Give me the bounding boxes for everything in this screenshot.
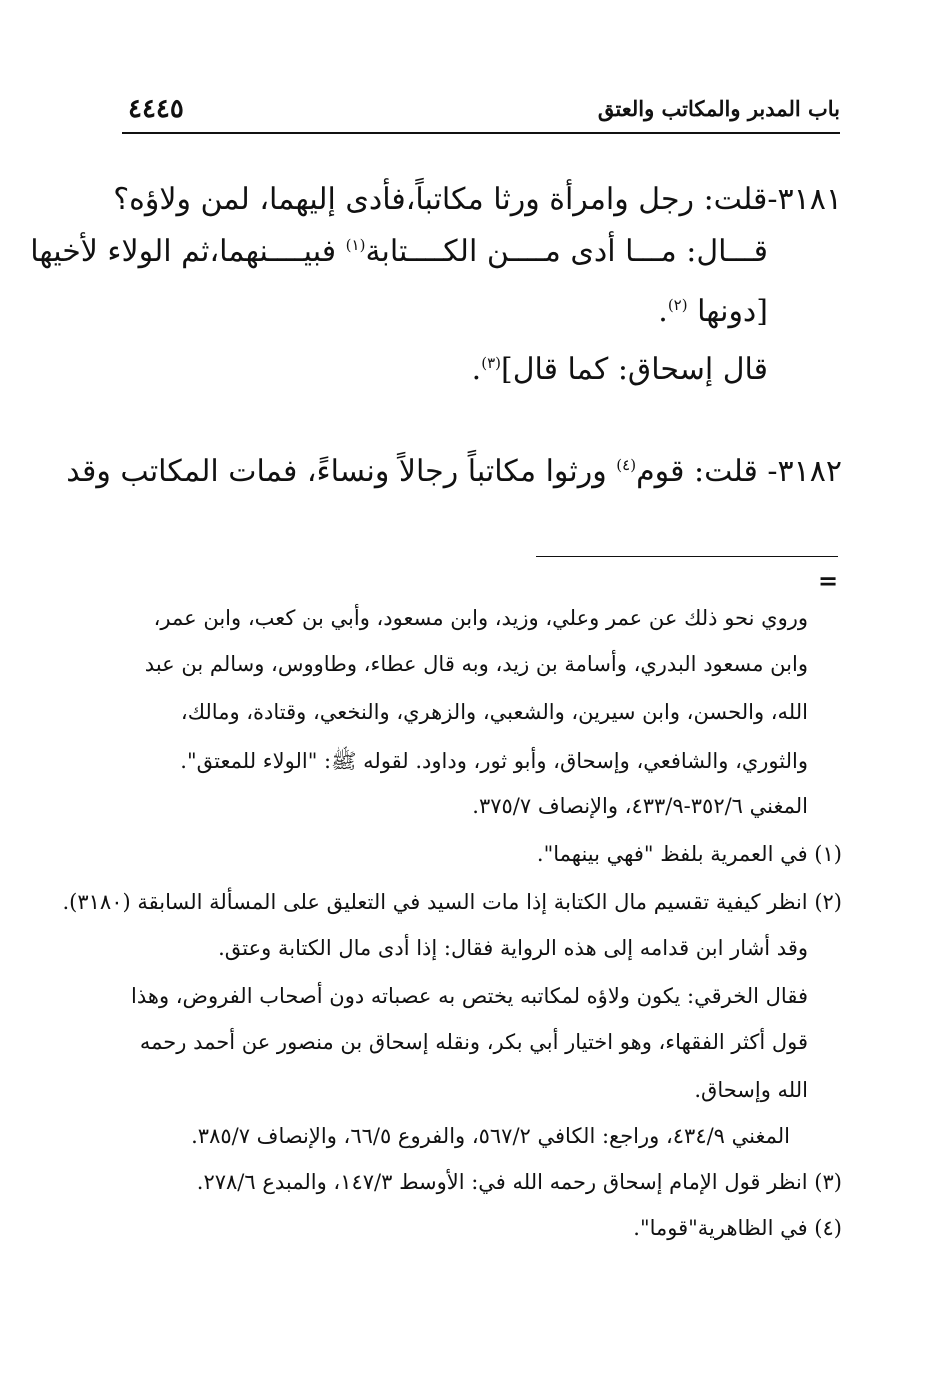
header-rule xyxy=(122,132,840,134)
footnote-1: (١) في العمرية بلفظ "فهي بينهما". xyxy=(536,842,842,866)
question-3182-line-1 xyxy=(66,454,842,489)
footnote-line: الله، والحسن، وابن سيرين، والشعبي، والزهري، والنخعي، وقتادة، ومالك، xyxy=(180,700,808,724)
footnote-line: فقال الخرقي: يكون ولاؤه لمكاتبه يختص به عصباته دون أصحاب الفروض، وهذا xyxy=(131,984,808,1008)
footnote-ref-3[interactable]: (٣) xyxy=(481,354,501,372)
text-run: قـــال: مـــا أدى مــــن الكــــتابة xyxy=(365,234,768,269)
text-run: ورثوا مكاتباً رجالاً ونساءً، فمات المكاتب وقد xyxy=(66,454,617,489)
footnote-2: (٢) انظر كيفية تقسيم مال الكتابة إذا مات السيد في التعليق على المسألة السابقة (٣١٨٠). xyxy=(62,890,842,914)
footnote-ref-2[interactable]: (٢) xyxy=(667,296,688,314)
footnote-line: وابن مسعود البدري، وأسامة بن زيد، وبه قال عطاء، وطاووس، وسالم بن عبد xyxy=(144,652,808,676)
text-run: ٣١٨١-قلت: رجل وامرأة ورثا مكاتباً،فأدى إليهما، لمن ولاؤه؟ xyxy=(113,182,842,217)
footnote-line: والثوري، والشافعي، وإسحاق، وأبو ثور، وداود. لقوله ﷺ: "الولاء للمعتق". xyxy=(180,749,808,773)
text-run: قال إسحاق: كما قال] xyxy=(501,352,768,387)
footnote-ref-1[interactable]: (١) xyxy=(345,236,366,254)
footnote-line: وروي نحو ذلك عن عمر وعلي، وزيد، وابن مسعود، وأبي بن كعب، وابن عمر، xyxy=(153,606,808,630)
page-number: ٤٤٤٥ xyxy=(128,94,184,124)
footnote-line: المغني ٤٣٤/٩، وراجع: الكافي ٥٦٧/٢، والفروع ٦٦/٥، والإنصاف ٣٨٥/٧. xyxy=(191,1124,790,1148)
footnote-line: الله وإسحاق. xyxy=(694,1078,808,1102)
page-header xyxy=(122,92,840,132)
footnote-ref-4[interactable]: (٤) xyxy=(616,456,637,474)
answer-3181-line-2 xyxy=(30,234,768,269)
text-run: . xyxy=(471,352,482,387)
footnote-line: المغني ٣٥٢/٦-٤٣٣/٩، والإنصاف ٣٧٥/٧. xyxy=(472,794,808,818)
ishaq-3181-line-4 xyxy=(472,352,768,387)
question-3181-line-1 xyxy=(113,182,842,217)
footnote-line: وقد أشار ابن قدامه إلى هذه الرواية فقال: إذا أدى مال الكتابة وعتق. xyxy=(218,936,808,960)
text-run: [دونها xyxy=(687,294,768,329)
text-run: فبيــــنهما،ثم الولاء لأخيها xyxy=(30,234,346,269)
text-run: . xyxy=(658,294,668,329)
answer-3181-line-3 xyxy=(658,294,768,329)
footnote-4: (٤) في الظاهرية"قوما". xyxy=(633,1216,842,1240)
footnote-line: قول أكثر الفقهاء، وهو اختيار أبي بكر، ونقله إسحاق بن منصور عن أحمد رحمه xyxy=(139,1030,808,1054)
footnote-3: (٣) انظر قول الإمام إسحاق رحمه الله في: الأوسط ١٤٧/٣، والمبدع ٢٧٨/٦. xyxy=(196,1170,842,1194)
footnote-continuation-mark: = xyxy=(818,566,839,595)
footnote-separator xyxy=(536,556,838,557)
running-title: باب المدبر والمكاتب والعتق xyxy=(597,96,840,121)
text-run: ٣١٨٢- قلت: قوم xyxy=(636,454,842,489)
